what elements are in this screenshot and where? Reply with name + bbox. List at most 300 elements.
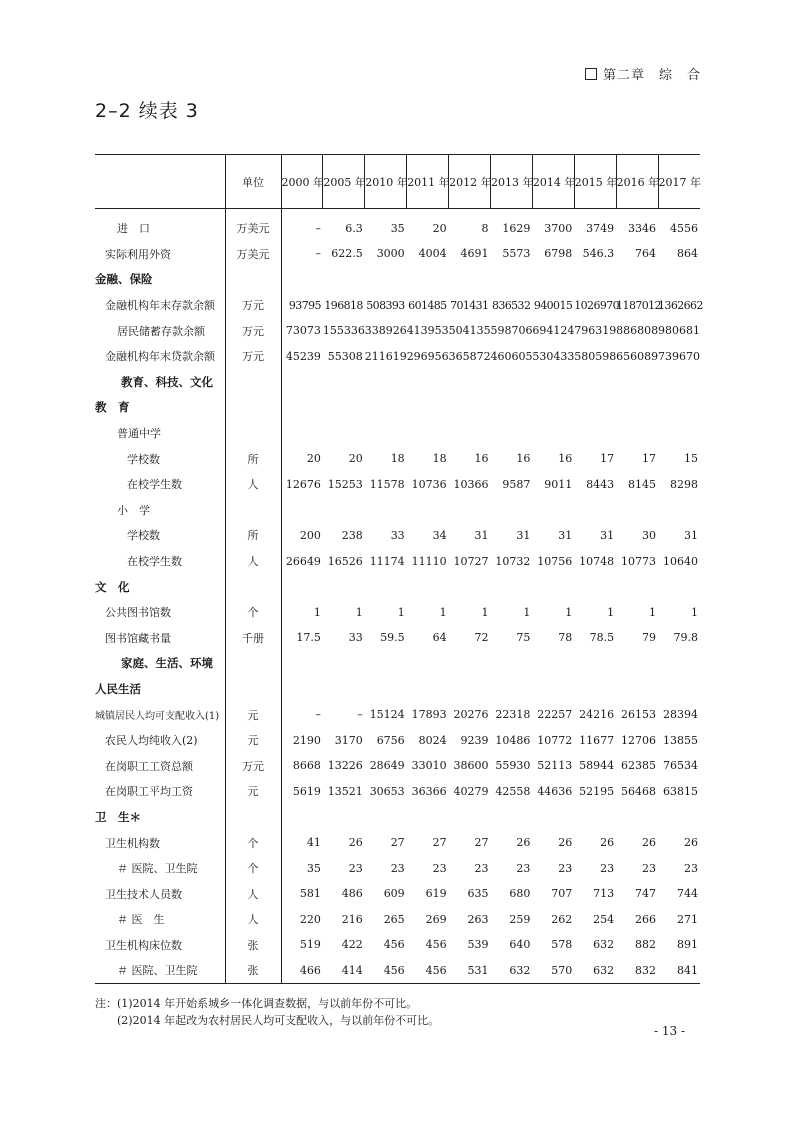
value-cell — [407, 420, 449, 446]
value-cell: 456 — [383, 938, 405, 952]
footnote-1: 注：(1)2014 年开始系城乡一体化调查数据，与以前年份不可比。 — [95, 997, 418, 1010]
row-unit: 人 — [225, 881, 281, 907]
value-cell — [574, 574, 616, 600]
value-cell: 18 — [390, 452, 405, 466]
section-row — [95, 395, 700, 421]
value-cell: 598706 — [490, 324, 533, 338]
value-cell: 8668 — [281, 753, 323, 779]
value-cell — [574, 497, 616, 523]
value-cell: 31 — [516, 528, 531, 542]
value-cell: 34 — [432, 528, 447, 542]
row-unit: 千册 — [225, 625, 281, 651]
value-cell: 414 — [323, 958, 365, 984]
row-unit: 元 — [225, 727, 281, 753]
value-cell: 15253 — [327, 477, 363, 491]
value-cell — [532, 651, 574, 677]
table-row — [95, 753, 700, 779]
value-cell — [281, 574, 323, 600]
value-cell: 632 — [593, 938, 615, 952]
value-cell: 76534 — [663, 759, 698, 773]
row-unit: 万元 — [225, 753, 281, 779]
value-cell: 63815 — [663, 784, 698, 798]
value-cell: 16526 — [327, 554, 363, 568]
year-header: 2014 年 — [532, 155, 574, 209]
table-row — [95, 958, 700, 984]
value-cell — [323, 369, 365, 395]
value-cell: 11174 — [369, 554, 405, 568]
value-cell — [281, 369, 323, 395]
value-cell: 9587 — [502, 477, 531, 491]
value-cell — [532, 497, 574, 523]
value-cell — [365, 395, 407, 421]
row-label: 学校数 — [127, 452, 160, 466]
value-cell: 8298 — [670, 477, 698, 491]
section-label: 教 育 — [95, 400, 130, 415]
spacer-row — [95, 209, 700, 216]
value-cell — [658, 497, 700, 523]
value-cell: 75 — [516, 631, 531, 645]
row-label: 进 口 — [117, 222, 150, 236]
value-cell: 31 — [558, 528, 573, 542]
value-cell: 841 — [658, 958, 700, 984]
table-row — [95, 318, 700, 344]
value-cell: 3000 — [376, 247, 405, 261]
value-cell — [532, 369, 574, 395]
row-unit — [225, 651, 281, 677]
value-cell — [532, 804, 574, 830]
row-label: 卫生机构数 — [105, 836, 160, 850]
value-cell — [281, 395, 323, 421]
section-row — [95, 574, 700, 600]
value-cell: 3749 — [586, 221, 615, 235]
value-cell: 31 — [600, 528, 615, 542]
value-cell: – — [281, 241, 323, 267]
value-cell: 632 — [490, 958, 532, 984]
value-cell — [574, 676, 616, 702]
value-cell: – — [281, 702, 323, 728]
value-cell: 13855 — [663, 733, 698, 747]
value-cell: 254 — [593, 912, 615, 926]
row-label: 卫生技术人员数 — [105, 887, 182, 901]
row-unit: 所 — [225, 523, 281, 549]
value-cell: 26 — [684, 836, 698, 850]
value-cell: 456 — [365, 958, 407, 984]
value-cell: 1 — [691, 605, 698, 619]
row-label: 图书馆藏书量 — [105, 631, 171, 645]
value-cell: 609 — [383, 887, 405, 901]
value-cell: 28649 — [369, 759, 405, 773]
value-cell — [449, 395, 491, 421]
row-label: 在校学生数 — [127, 555, 182, 569]
row-unit: 人 — [225, 548, 281, 574]
value-cell: 15 — [684, 452, 698, 466]
value-cell: 3700 — [544, 221, 573, 235]
chapter-title: 第二章 综 合 — [602, 68, 701, 83]
value-cell: 1 — [565, 605, 573, 619]
value-cell: 1 — [523, 605, 531, 619]
value-cell: 1 — [355, 605, 363, 619]
value-cell — [532, 574, 574, 600]
value-cell: 680 — [509, 887, 531, 901]
value-cell: 10756 — [537, 554, 573, 568]
value-cell: 413953 — [406, 324, 449, 338]
value-cell: 23 — [642, 861, 657, 875]
table-row — [95, 702, 700, 728]
value-cell — [407, 395, 449, 421]
table-row — [95, 446, 700, 472]
value-cell: 9011 — [544, 477, 573, 491]
value-cell: 10732 — [495, 554, 531, 568]
value-cell: 466 — [281, 958, 323, 984]
value-cell — [574, 804, 616, 830]
row-label: 城镇居民人均可支配收入(1) — [95, 711, 220, 723]
value-cell: 58944 — [579, 759, 615, 773]
value-cell: 72 — [474, 631, 489, 645]
value-cell: 35 — [281, 855, 323, 881]
value-cell — [616, 420, 658, 446]
value-cell: 486 — [341, 887, 363, 901]
value-cell: 882 — [635, 938, 657, 952]
value-cell — [281, 267, 323, 293]
footnote-2: (2)2014 年起改为农村居民人均可支配收入，与以前年份不可比。 — [95, 1014, 440, 1027]
value-cell — [449, 651, 491, 677]
value-cell: 640 — [509, 938, 531, 952]
value-cell — [323, 676, 365, 702]
table-row — [95, 497, 700, 523]
row-unit — [225, 395, 281, 421]
value-cell: 1 — [607, 605, 615, 619]
value-cell — [658, 267, 700, 293]
table-row — [95, 216, 700, 242]
value-cell: 296956 — [406, 349, 449, 363]
value-cell: 23 — [474, 861, 489, 875]
value-cell: 519 — [281, 932, 323, 958]
row-label: 在岗职工平均工资 — [105, 785, 193, 799]
row-unit: 元 — [225, 779, 281, 805]
value-cell — [658, 676, 700, 702]
value-cell: 269 — [425, 912, 447, 926]
table-row — [95, 830, 700, 856]
value-cell: 93795 — [281, 292, 323, 318]
value-cell: 271 — [677, 912, 698, 926]
table-row — [95, 932, 700, 958]
value-cell: 33 — [348, 631, 363, 645]
value-cell: 265 — [383, 912, 405, 926]
value-cell: 1 — [649, 605, 657, 619]
value-cell — [449, 420, 491, 446]
row-unit: 万元 — [225, 318, 281, 344]
value-cell: 36366 — [411, 784, 447, 798]
value-cell: 4556 — [670, 221, 698, 235]
value-cell: 707 — [551, 887, 573, 901]
table-row — [95, 779, 700, 805]
value-cell: 259 — [509, 912, 531, 926]
value-cell — [323, 497, 365, 523]
value-cell: 23 — [348, 861, 363, 875]
row-label: 金融机构年末存款余额 — [105, 299, 215, 313]
value-cell: 17893 — [411, 708, 447, 722]
value-cell: 79 — [642, 631, 657, 645]
row-unit: 个 — [225, 599, 281, 625]
value-cell: 10366 — [453, 477, 489, 491]
value-cell: 10486 — [495, 733, 531, 747]
value-cell — [490, 369, 532, 395]
value-cell: 40279 — [453, 784, 489, 798]
square-icon — [585, 68, 597, 80]
year-header: 2015 年 — [574, 155, 616, 209]
value-cell: 155336 — [322, 324, 365, 338]
row-label: 实际利用外资 — [105, 247, 171, 261]
footnotes — [95, 995, 439, 1029]
value-cell — [658, 420, 700, 446]
value-cell: 460605 — [490, 349, 533, 363]
value-cell: 635 — [467, 887, 489, 901]
row-label: 在校学生数 — [127, 478, 182, 492]
value-cell: 8 — [481, 221, 489, 235]
value-cell: 24216 — [579, 708, 615, 722]
value-cell: 832 — [616, 958, 658, 984]
value-cell — [449, 369, 491, 395]
value-cell — [449, 676, 491, 702]
value-cell: 796319 — [574, 324, 617, 338]
value-cell: 238 — [341, 528, 363, 542]
value-cell: 22257 — [537, 708, 573, 722]
value-cell — [449, 804, 491, 830]
value-cell — [323, 420, 365, 446]
value-cell — [407, 574, 449, 600]
table-row — [95, 471, 700, 497]
value-cell — [490, 420, 532, 446]
value-cell: 4691 — [460, 247, 489, 261]
value-cell: 531 — [449, 958, 491, 984]
value-cell: 55930 — [495, 759, 531, 773]
value-cell: 1 — [439, 605, 447, 619]
value-cell — [490, 804, 532, 830]
value-cell: 713 — [593, 887, 615, 901]
value-cell: 56468 — [621, 784, 657, 798]
value-cell — [490, 574, 532, 600]
value-cell: 26 — [600, 836, 615, 850]
section-row — [95, 369, 700, 395]
header-label-cell — [95, 155, 225, 209]
value-cell — [658, 804, 700, 830]
year-header: 2005 年 — [323, 155, 365, 209]
value-cell: 365872 — [448, 349, 491, 363]
value-cell: 20 — [432, 221, 447, 235]
value-cell: – — [357, 708, 363, 722]
section-label: 卫 生＊ — [95, 809, 141, 824]
value-cell: 747 — [635, 887, 657, 901]
value-cell: 6798 — [544, 247, 573, 261]
value-cell — [365, 574, 407, 600]
value-cell: 10773 — [621, 554, 657, 568]
value-cell: 79.8 — [673, 631, 698, 645]
value-cell: 764 — [635, 247, 657, 261]
value-cell: 262 — [551, 912, 573, 926]
table-row — [95, 292, 700, 318]
value-cell — [407, 267, 449, 293]
value-cell: 17.5 — [281, 625, 323, 651]
value-cell: 266 — [635, 912, 657, 926]
value-cell: 31 — [684, 528, 698, 542]
value-cell: 59.5 — [380, 631, 405, 645]
value-cell: 456 — [407, 958, 449, 984]
value-cell — [658, 651, 700, 677]
value-cell: 38600 — [453, 759, 489, 773]
value-cell — [449, 267, 491, 293]
value-cell: 12676 — [281, 471, 323, 497]
row-unit: 万美元 — [225, 216, 281, 242]
value-cell: 1187012 — [616, 298, 661, 312]
value-cell: 836532 — [491, 298, 531, 312]
value-cell: 23 — [600, 861, 615, 875]
row-unit — [225, 676, 281, 702]
row-unit — [225, 574, 281, 600]
table-row — [95, 625, 700, 651]
row-label: 小 学 — [117, 503, 150, 517]
value-cell: 10772 — [537, 733, 573, 747]
value-cell: 31 — [474, 528, 489, 542]
value-cell: 11578 — [369, 477, 405, 491]
value-cell: 200 — [281, 523, 323, 549]
value-cell: 23 — [558, 861, 573, 875]
value-cell — [407, 369, 449, 395]
row-label: ＃ 医院、卫生院 — [117, 862, 198, 876]
value-cell — [365, 676, 407, 702]
value-cell: 1026970 — [574, 298, 620, 312]
value-cell: 20 — [348, 452, 363, 466]
value-cell: 1 — [481, 605, 489, 619]
value-cell: 622.5 — [331, 247, 363, 261]
row-label: ＃ 医 生 — [117, 913, 165, 927]
row-unit: 个 — [225, 855, 281, 881]
value-cell: 27 — [474, 836, 489, 850]
value-cell: 5619 — [281, 779, 323, 805]
value-cell: 27 — [432, 836, 447, 850]
value-cell — [490, 651, 532, 677]
value-cell — [658, 395, 700, 421]
value-cell — [323, 267, 365, 293]
value-cell — [407, 651, 449, 677]
section-label: 教育、科技、文化 — [121, 374, 213, 389]
value-cell: 17 — [600, 452, 615, 466]
value-cell: 23 — [390, 861, 405, 875]
value-cell: 26649 — [281, 548, 323, 574]
row-label: 公共图书馆数 — [105, 606, 171, 620]
value-cell — [616, 395, 658, 421]
value-cell — [532, 267, 574, 293]
value-cell — [281, 497, 323, 523]
value-cell: 52113 — [537, 759, 573, 773]
value-cell: 16 — [558, 452, 573, 466]
table-row — [95, 855, 700, 881]
value-cell: 44636 — [537, 784, 573, 798]
row-unit — [225, 804, 281, 830]
table-row — [95, 420, 700, 446]
value-cell: 744 — [677, 887, 698, 901]
value-cell: 26153 — [621, 708, 657, 722]
value-cell: 13226 — [327, 759, 363, 773]
value-cell: 10736 — [411, 477, 447, 491]
value-cell: 26 — [348, 836, 363, 850]
value-cell: 26 — [642, 836, 657, 850]
value-cell — [365, 651, 407, 677]
value-cell: 8024 — [418, 733, 447, 747]
value-cell: 1362662 — [658, 298, 703, 312]
value-cell — [365, 369, 407, 395]
section-label: 家庭、生活、环境 — [121, 656, 213, 671]
value-cell — [490, 395, 532, 421]
value-cell: – — [281, 216, 323, 242]
value-cell — [449, 574, 491, 600]
year-header: 2017 年 — [658, 155, 700, 209]
value-cell — [616, 574, 658, 600]
value-cell: 23 — [684, 861, 698, 875]
value-cell — [574, 651, 616, 677]
value-cell — [490, 267, 532, 293]
value-cell: 9239 — [460, 733, 489, 747]
value-cell: 3170 — [334, 733, 363, 747]
value-cell: 546.3 — [582, 247, 615, 261]
row-unit: 张 — [225, 958, 281, 984]
value-cell: 539 — [467, 938, 489, 952]
value-cell — [407, 676, 449, 702]
value-cell: 601485 — [408, 298, 447, 312]
value-cell — [365, 804, 407, 830]
table-row — [95, 881, 700, 907]
value-cell: 530433 — [532, 349, 575, 363]
value-cell: 17 — [642, 452, 657, 466]
value-cell — [532, 395, 574, 421]
value-cell — [407, 497, 449, 523]
value-cell: 196818 — [324, 298, 363, 312]
value-cell: 6.3 — [345, 221, 363, 235]
value-cell: 1 — [397, 605, 405, 619]
row-unit: 人 — [225, 471, 281, 497]
value-cell: 504135 — [448, 324, 491, 338]
value-cell: 26 — [516, 836, 531, 850]
value-cell: 3346 — [628, 221, 657, 235]
value-cell — [281, 651, 323, 677]
year-header: 2011 年 — [407, 155, 449, 209]
value-cell — [490, 497, 532, 523]
row-unit: 万美元 — [225, 241, 281, 267]
value-cell — [616, 804, 658, 830]
value-cell — [574, 369, 616, 395]
table-header-row — [95, 155, 700, 209]
value-cell: 338926 — [364, 324, 407, 338]
row-label: ＃ 医院、卫生院 — [95, 958, 225, 984]
value-cell — [449, 497, 491, 523]
value-cell: 8443 — [586, 477, 615, 491]
value-cell — [658, 369, 700, 395]
value-cell: 23 — [516, 861, 531, 875]
value-cell — [365, 267, 407, 293]
value-cell: 422 — [341, 938, 363, 952]
row-unit — [225, 497, 281, 523]
value-cell: 64 — [432, 631, 447, 645]
value-cell: 701431 — [450, 298, 489, 312]
row-unit: 元 — [225, 702, 281, 728]
table-row — [95, 343, 700, 369]
value-cell: 216 — [341, 912, 363, 926]
value-cell: 12706 — [621, 733, 657, 747]
section-label: 文 化 — [95, 579, 130, 594]
value-cell — [616, 369, 658, 395]
value-cell — [365, 497, 407, 523]
section-row — [95, 804, 700, 830]
value-cell: 656089 — [616, 349, 659, 363]
